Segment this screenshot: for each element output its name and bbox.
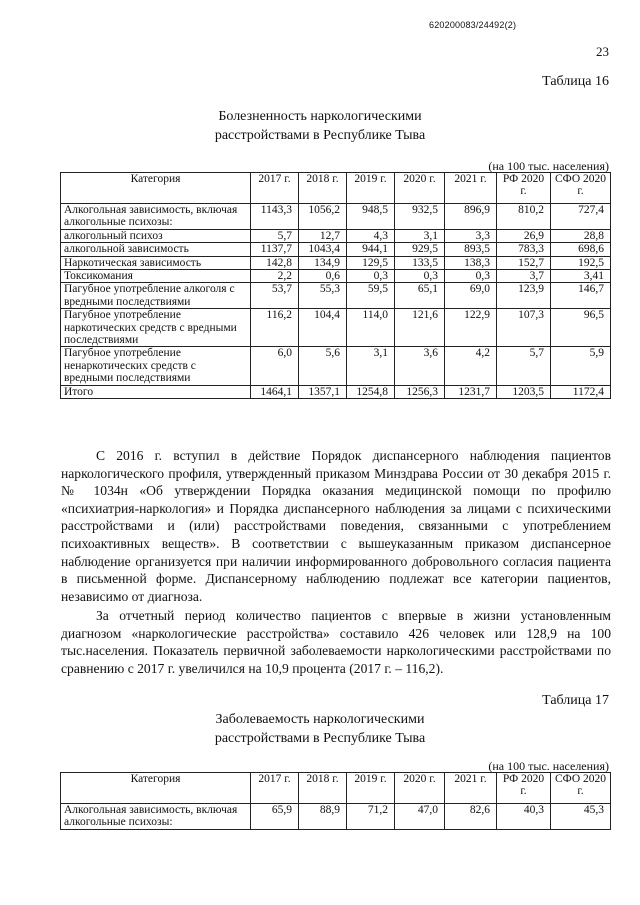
table-cell-value: 146,7 (551, 283, 611, 309)
table-cell-value: 134,9 (299, 256, 347, 269)
table-cell-value: 107,3 (497, 309, 551, 347)
table-row (61, 204, 611, 230)
table-cell-value: 138,3 (445, 256, 497, 269)
table-cell-value: 69,0 (445, 283, 497, 309)
table-cell-value: 3,1 (395, 229, 445, 242)
table-cell-value: 129,5 (347, 256, 395, 269)
table-cell-value: 123,9 (497, 283, 551, 309)
table-cell-category: Итого (61, 385, 251, 398)
table17-header-cell: 2020 г. (395, 773, 445, 804)
table-cell-category: алкогольный психоз (61, 229, 251, 242)
table-cell-value: 5,7 (497, 347, 551, 385)
table-cell-value: 896,9 (445, 204, 497, 230)
table17-title-line1: Заболеваемость наркологическими (215, 712, 425, 727)
table-cell-value: 5,7 (251, 229, 299, 242)
table-cell-category: Пагубное употребление алкоголя с вредными последствиями (61, 283, 251, 309)
table16-units: (на 100 тыс. населения) (488, 159, 609, 173)
table-row (61, 283, 611, 309)
table17-title (0, 710, 640, 748)
table-cell-value: 1357,1 (299, 385, 347, 398)
table-cell-value: 0,3 (395, 270, 445, 283)
table-cell-value: 59,5 (347, 283, 395, 309)
table-cell-value: 142,8 (251, 256, 299, 269)
table-cell-value: 3,6 (395, 347, 445, 385)
table17-header-row (61, 773, 611, 804)
table-cell-value: 192,5 (551, 256, 611, 269)
table16-header-row (61, 173, 611, 204)
table16-title-line1: Болезненность наркологическими (218, 109, 422, 124)
paragraph-primary-incidence-text: За отчетный период количество пациентов с впервые в жизни установленным диагнозом «наркологические расстройства» составило 426 человек или 128,9 на 100 тыс.населения. Показатель первичной заболеваемости наркологическими расстройствами по сравнению с 2017 г. увеличился на 10,9 процента (2017 г. – 116,2). (61, 608, 611, 676)
document-id: 620200083/24492(2) (429, 20, 517, 30)
table-cell-value: 0,3 (347, 270, 395, 283)
table-cell-value: 948,5 (347, 204, 395, 230)
table16-header-cell: СФО 2020 г. (551, 173, 611, 204)
table-cell-value: 12,7 (299, 229, 347, 242)
table-cell-category: алкогольной зависимость (61, 243, 251, 256)
table17-header-cell: Категория (61, 773, 251, 804)
table-cell-value: 47,0 (395, 804, 445, 830)
table-cell-category: Пагубное употребление ненаркотических средств с вредными последствиями (61, 347, 251, 385)
table-cell-value: 6,0 (251, 347, 299, 385)
table-cell-value: 0,6 (299, 270, 347, 283)
table-cell-value: 104,4 (299, 309, 347, 347)
paragraph-dispensary-order-text: С 2016 г. вступил в действие Порядок диспансерного наблюдения пациентов наркологического профиля, утвержденный приказом Минздрава России от 30 декабря 2015 г. № 1034н «Об утверждении Порядка оказания медицинской помощи по профилю «психиатрия-наркология» и Порядка диспансерного наблюдения за лицами с психическими расстройствами и (или) расстройствами поведения, связанными с употреблением психоактивных веществ». В соответствии с вышеуказанным приказом диспансерное наблюдение организуется при наличии информированного добровольного согласия пациента в письменной форме. Диспансерному наблюдению подлежат все категории пациентов, независимо от диагноза. (61, 448, 611, 604)
table-cell-value: 3,41 (551, 270, 611, 283)
table-cell-value: 1143,3 (251, 204, 299, 230)
table-cell-value: 1203,5 (497, 385, 551, 398)
table-cell-value: 1464,1 (251, 385, 299, 398)
table-cell-value: 4,2 (445, 347, 497, 385)
table17-header-cell: СФО 2020 г. (551, 773, 611, 804)
table16-header-cell: РФ 2020 г. (497, 173, 551, 204)
table-cell-value: 71,2 (347, 804, 395, 830)
table-cell-value: 28,8 (551, 229, 611, 242)
table-row (61, 243, 611, 256)
table-cell-value: 114,0 (347, 309, 395, 347)
table16-title (0, 107, 640, 145)
table-cell-value: 1043,4 (299, 243, 347, 256)
table-row (61, 270, 611, 283)
table-cell-value: 88,9 (299, 804, 347, 830)
table-cell-value: 1231,7 (445, 385, 497, 398)
table17-header-cell: 2018 г. (299, 773, 347, 804)
table-cell-value: 2,2 (251, 270, 299, 283)
table-cell-value: 929,5 (395, 243, 445, 256)
table-cell-value: 40,3 (497, 804, 551, 830)
table-row (61, 804, 611, 830)
table-cell-value: 5,6 (299, 347, 347, 385)
table-cell-value: 96,5 (551, 309, 611, 347)
table-row (61, 229, 611, 242)
table-cell-category: Алкогольная зависимость, включая алкогольные психозы: (61, 204, 251, 230)
table-cell-value: 45,3 (551, 804, 611, 830)
table-cell-value: 152,7 (497, 256, 551, 269)
table-cell-value: 65,9 (251, 804, 299, 830)
table-cell-value: 3,1 (347, 347, 395, 385)
table-cell-value: 65,1 (395, 283, 445, 309)
table-cell-category: Токсикомания (61, 270, 251, 283)
table-cell-category: Пагубное употребление наркотических средств с вредными последствиями (61, 309, 251, 347)
table-cell-value: 698,6 (551, 243, 611, 256)
table-cell-value: 1172,4 (551, 385, 611, 398)
table-cell-value: 944,1 (347, 243, 395, 256)
table-cell-category: Алкогольная зависимость, включая алкогольные психозы: (61, 804, 251, 830)
table17-header-cell: 2021 г. (445, 773, 497, 804)
table17 (60, 772, 611, 830)
table17-header-cell: 2017 г. (251, 773, 299, 804)
table16-header-cell: 2021 г. (445, 173, 497, 204)
table17-header-cell: РФ 2020 г. (497, 773, 551, 804)
table-cell-value: 1256,3 (395, 385, 445, 398)
table-cell-value: 0,3 (445, 270, 497, 283)
paragraph-dispensary-order (61, 447, 611, 605)
table-cell-value: 116,2 (251, 309, 299, 347)
table16 (60, 172, 611, 399)
table16-title-line2: расстройствами в Республике Тыва (214, 128, 426, 143)
table-cell-value: 82,6 (445, 804, 497, 830)
table-cell-value: 783,3 (497, 243, 551, 256)
table17-header-cell: 2019 г. (347, 773, 395, 804)
table16-header-cell: Категория (61, 173, 251, 204)
table-cell-value: 121,6 (395, 309, 445, 347)
table-row (61, 347, 611, 385)
table16-header-cell: 2020 г. (395, 173, 445, 204)
table-cell-value: 3,7 (497, 270, 551, 283)
table17-label: Таблица 17 (542, 693, 609, 708)
table-cell-value: 3,3 (445, 229, 497, 242)
table-cell-value: 55,3 (299, 283, 347, 309)
table-cell-value: 26,9 (497, 229, 551, 242)
table16-header-cell: 2019 г. (347, 173, 395, 204)
table-cell-value: 4,3 (347, 229, 395, 242)
table-cell-value: 1137,7 (251, 243, 299, 256)
table-row (61, 385, 611, 398)
table-cell-value: 5,9 (551, 347, 611, 385)
table-cell-value: 1254,8 (347, 385, 395, 398)
table-row (61, 309, 611, 347)
table-cell-value: 53,7 (251, 283, 299, 309)
paragraph-primary-incidence (61, 607, 611, 677)
table17-title-line2: расстройствами в Республике Тыва (214, 731, 426, 746)
table-cell-value: 1056,2 (299, 204, 347, 230)
table-cell-category: Наркотическая зависимость (61, 256, 251, 269)
table-cell-value: 133,5 (395, 256, 445, 269)
table-row (61, 256, 611, 269)
table-cell-value: 810,2 (497, 204, 551, 230)
table16-header-cell: 2017 г. (251, 173, 299, 204)
table16-label: Таблица 16 (542, 74, 609, 89)
table-cell-value: 122,9 (445, 309, 497, 347)
table-cell-value: 932,5 (395, 204, 445, 230)
table-cell-value: 727,4 (551, 204, 611, 230)
table16-header-cell: 2018 г. (299, 173, 347, 204)
table17-units: (на 100 тыс. населения) (488, 759, 609, 773)
page-number: 23 (596, 44, 609, 59)
table-cell-value: 893,5 (445, 243, 497, 256)
